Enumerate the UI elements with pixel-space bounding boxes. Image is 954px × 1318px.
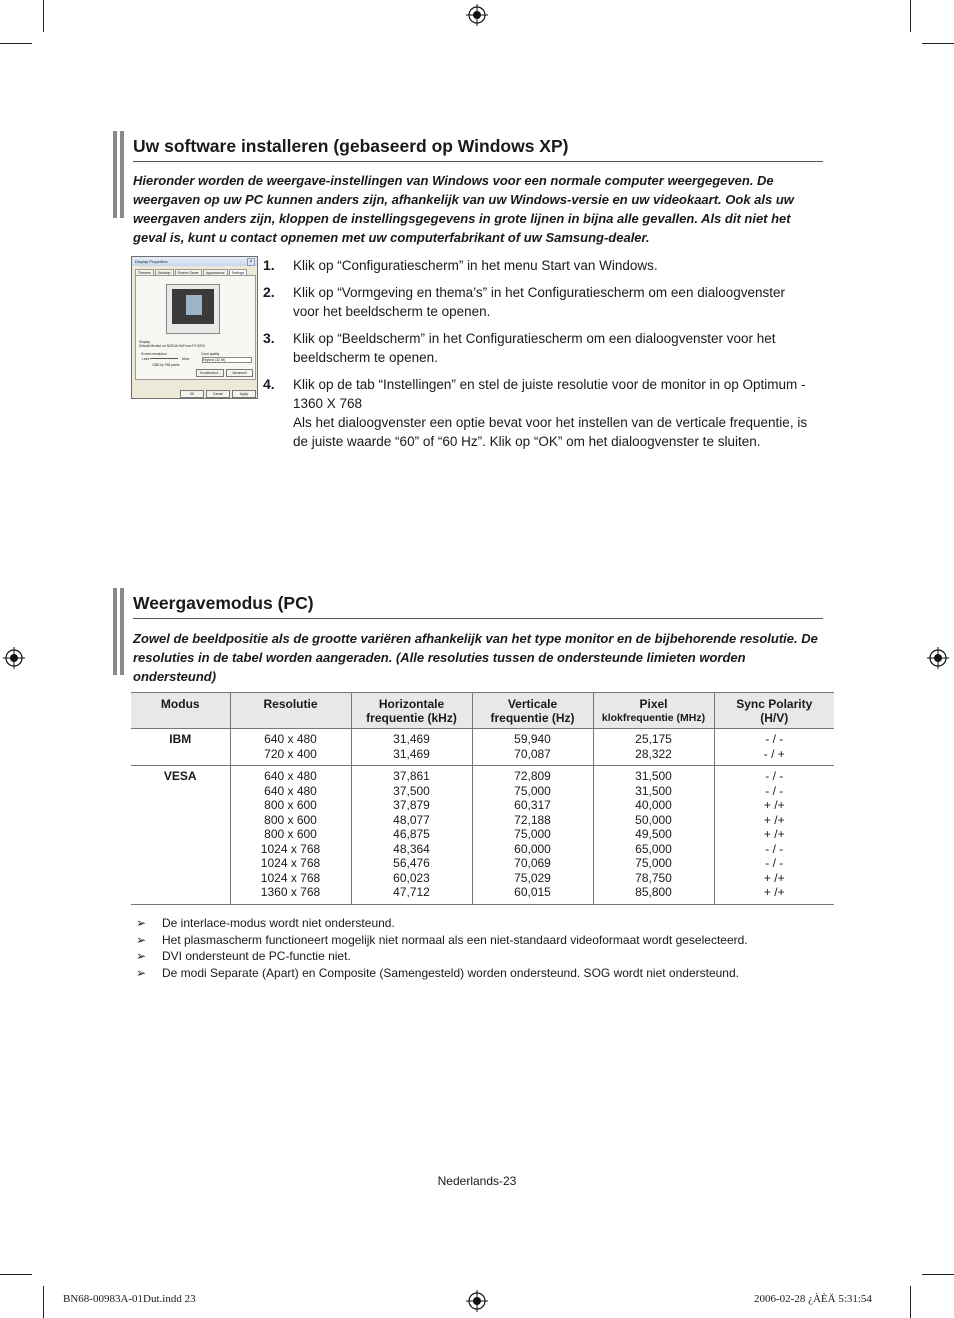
note-text: De interlace-modus wordt niet ondersteund.: [162, 916, 395, 930]
cell-value: 640 x 480: [264, 732, 317, 746]
ok-button[interactable]: OK: [180, 390, 204, 398]
cell-pixel-clock: [593, 766, 714, 905]
cell-value: 25,175: [635, 732, 672, 746]
header-horizontal-frequency: Horizontale frequentie (kHz): [351, 693, 472, 729]
cell-sync-polarity: [714, 729, 834, 766]
step-number: 4.: [263, 376, 275, 392]
cell-value: 78,750: [635, 870, 672, 885]
cell-value: 800 x 600: [264, 827, 317, 841]
cell-value: 1024 x 768: [260, 856, 321, 870]
dialog-title: Display Properties: [135, 259, 168, 264]
cell-value: 47,712: [393, 885, 430, 899]
cell-value: 37,879: [393, 798, 430, 812]
cell-value: 640 x 480: [264, 783, 317, 798]
table-row: [131, 729, 834, 766]
cell-value: 1024 x 768: [260, 870, 321, 885]
cell-value: 1024 x 768: [260, 841, 321, 856]
cell-value: - / -: [765, 769, 784, 783]
crop-mark: [0, 43, 32, 44]
cell-mode: VESA: [131, 766, 230, 905]
arrow-bullet-icon: ➢: [136, 932, 147, 947]
cell-value: 56,476: [393, 856, 430, 870]
cell-mode: IBM: [131, 729, 230, 766]
cell-value: 75,000: [635, 856, 672, 870]
cell-value: 37,500: [393, 783, 430, 798]
cell-value: - / +: [763, 746, 785, 761]
section-rule: [133, 618, 823, 619]
header-resolution: Resolutie: [230, 693, 351, 729]
cell-sync-polarity: [714, 766, 834, 905]
display-label: Display:: [139, 340, 151, 344]
display-value: Default Monitor on NVIDIA GeForce FX 5200: [139, 344, 205, 348]
cell-value: + /+: [763, 870, 785, 885]
section-bar: [113, 588, 124, 675]
cell-value: 46,875: [393, 827, 430, 841]
display-properties-dialog: [131, 256, 258, 399]
cell-resolution: [230, 729, 351, 766]
cell-value: - / -: [765, 856, 784, 870]
table-header-row: [131, 693, 834, 729]
cell-value: 48,364: [393, 841, 430, 856]
cell-value: + /+: [763, 812, 785, 827]
section-title-software: Uw software installeren (gebaseerd op Windows XP): [133, 136, 569, 156]
arrow-bullet-icon: ➢: [136, 949, 147, 963]
registration-mark-icon: [927, 647, 949, 669]
step-text: Klik op “Beeldscherm” in het Configuratiescherm om een dialoogvenster voor het beeldscherm te openen.: [293, 331, 776, 365]
close-icon[interactable]: ×: [247, 258, 255, 266]
cell-value: 50,000: [635, 812, 672, 827]
registration-mark-icon: [3, 647, 25, 669]
resolution-more: More: [182, 357, 190, 361]
cell-value: 37,861: [393, 769, 430, 783]
step-number: 1.: [263, 257, 275, 273]
step-text: Klik op “Vormgeving en thema’s” in het Configuratiescherm om een dialoogvenster voor het beeldscherm te openen.: [293, 285, 786, 319]
note-text: De modi Separate (Apart) en Composite (Samengesteld) worden ondersteund. SOG wordt niet ondersteund.: [162, 965, 739, 980]
arrow-bullet-icon: ➢: [136, 965, 147, 980]
cell-vertical-frequency: [472, 766, 593, 905]
note-text: DVI ondersteunt de PC-functie niet.: [162, 949, 351, 963]
tab-appearance[interactable]: Appearance: [203, 269, 228, 276]
crop-mark: [43, 0, 44, 32]
cell-value: 60,015: [514, 885, 551, 899]
crop-mark: [910, 0, 911, 32]
section-title-display-mode: Weergavemodus (PC): [133, 593, 314, 613]
tab-themes[interactable]: Themes: [135, 269, 154, 276]
header-sync-polarity: Sync Polarity (H/V): [714, 693, 834, 729]
tab-settings[interactable]: Settings: [229, 269, 248, 276]
cell-value: 28,322: [635, 746, 672, 761]
slug-date: 2006-02-28 ¿ÀÈÄ 5:31:54: [754, 1293, 872, 1305]
note-text: Het plasmascherm functioneert mogelijk niet normaal als een niet-standaard videoformaat wordt geselecteerd.: [162, 932, 748, 947]
step-number: 3.: [263, 330, 275, 346]
crop-mark: [43, 1286, 44, 1318]
cell-value: 65,000: [635, 841, 672, 856]
header-mode: Modus: [131, 693, 230, 729]
cell-value: 31,469: [393, 732, 430, 746]
crop-mark: [0, 1274, 32, 1275]
color-quality-select[interactable]: Highest (32 bit): [202, 357, 252, 363]
cell-resolution: [230, 766, 351, 905]
registration-mark-icon: [466, 1290, 488, 1312]
cell-value: 31,469: [393, 746, 430, 761]
registration-mark-icon: [466, 4, 488, 26]
cell-value: 31,500: [635, 783, 672, 798]
troubleshoot-button[interactable]: Troubleshoot...: [196, 369, 224, 377]
step-text-line: Klik op de tab “Instellingen” en stel de juiste resolutie voor de monitor in op Optimum - 1360 X 768: [293, 377, 806, 411]
cell-value: + /+: [763, 885, 785, 899]
table-body: [131, 729, 834, 905]
cell-value: + /+: [763, 827, 785, 841]
cell-value: 48,077: [393, 812, 430, 827]
cell-value: 75,029: [514, 870, 551, 885]
cell-value: - / -: [765, 841, 784, 856]
cell-value: 70,087: [514, 746, 551, 761]
step-text-line: Als het dialoogvenster een optie bevat voor het instellen van de verticale frequentie, is de juiste waarde “60” of “60 Hz”. Klik op “OK” om het dialoogvenster te sluiten.: [293, 415, 808, 449]
cell-value: 60,023: [393, 870, 430, 885]
crop-mark: [910, 1286, 911, 1318]
cell-value: 720 x 400: [264, 746, 317, 761]
cell-value: 72,188: [514, 812, 551, 827]
cell-value: 60,000: [514, 841, 551, 856]
crop-mark: [922, 1274, 954, 1275]
cell-horizontal-frequency: [351, 729, 472, 766]
cell-pixel-clock: [593, 729, 714, 766]
table-row: [131, 766, 834, 905]
tab-desktop[interactable]: Desktop: [155, 269, 174, 276]
color-quality-label: Color quality: [201, 352, 220, 356]
settings-panel: [135, 275, 256, 380]
section-rule: [133, 161, 823, 162]
cell-value: 49,500: [635, 827, 672, 841]
resolution-less: Less: [142, 357, 149, 361]
cell-value: 59,940: [514, 732, 551, 746]
cell-value: 40,000: [635, 798, 672, 812]
monitor-icon: [166, 284, 220, 334]
arrow-bullet-icon: ➢: [136, 916, 147, 930]
cell-value: 72,809: [514, 769, 551, 783]
cell-horizontal-frequency: [351, 766, 472, 905]
cell-value: 85,800: [635, 885, 672, 899]
cell-value: 640 x 480: [264, 769, 317, 783]
crop-mark: [922, 43, 954, 44]
dialog-title-bar: [132, 257, 257, 266]
resolution-slider[interactable]: [150, 358, 178, 359]
cell-value: 1360 x 768: [260, 885, 321, 899]
cell-value: 60,317: [514, 798, 551, 812]
cell-value: - / -: [765, 732, 784, 746]
cell-value: 70,069: [514, 856, 551, 870]
apply-button[interactable]: Apply: [232, 390, 256, 398]
cell-value: 75,000: [514, 783, 551, 798]
cell-value: 75,000: [514, 827, 551, 841]
section-intro-display-mode: Zowel de beeldpositie als de grootte variëren afhankelijk van het type monitor en de bijbehorende resolutie. De resoluties in de tabel worden aangeraden. (Alle resoluties tussen de ondersteunde limieten worden ondersteund): [133, 631, 818, 684]
tab-screen-saver[interactable]: Screen Saver: [175, 269, 202, 276]
cell-value: - / -: [765, 783, 784, 798]
step-text: Klik op “Configuratiescherm” in het menu Start van Windows.: [293, 258, 658, 273]
display-mode-table: [131, 692, 834, 905]
header-pixel-clock: Pixel klokfrequentie (MHz): [593, 693, 714, 729]
cell-value: 800 x 600: [264, 812, 317, 827]
page-number: Nederlands-23: [437, 1174, 517, 1188]
step-text: [293, 375, 813, 451]
cell-value: 31,500: [635, 769, 672, 783]
section-bar: [113, 131, 124, 218]
step-number: 2.: [263, 284, 275, 300]
header-vertical-frequency: Verticale frequentie (Hz): [472, 693, 593, 729]
cell-value: + /+: [763, 798, 785, 812]
section-intro-software: Hieronder worden de weergave-instellingen van Windows voor een normale computer weergegeven. De weergaven op uw PC kunnen anders zijn, afhankelijk van uw Windows-versie en uw videokaart. Ook als uw weergaven anders zijn, kloppen de instellingsgegevens in grote lijnen in bijna alle gevallen. Als dit niet het geval is, kunt u contact opnemen met uw computerfabrikant of uw Samsung-dealer.: [133, 173, 794, 245]
cancel-button[interactable]: Cancel: [206, 390, 230, 398]
resolution-label: Screen resolution: [141, 352, 167, 356]
slug-file: BN68-00983A-01Dut.indd 23: [63, 1293, 196, 1305]
resolution-value: 1360 by 768 pixels: [152, 363, 180, 367]
cell-value: 800 x 600: [264, 798, 317, 812]
cell-vertical-frequency: [472, 729, 593, 766]
advanced-button[interactable]: Advanced: [226, 369, 253, 377]
